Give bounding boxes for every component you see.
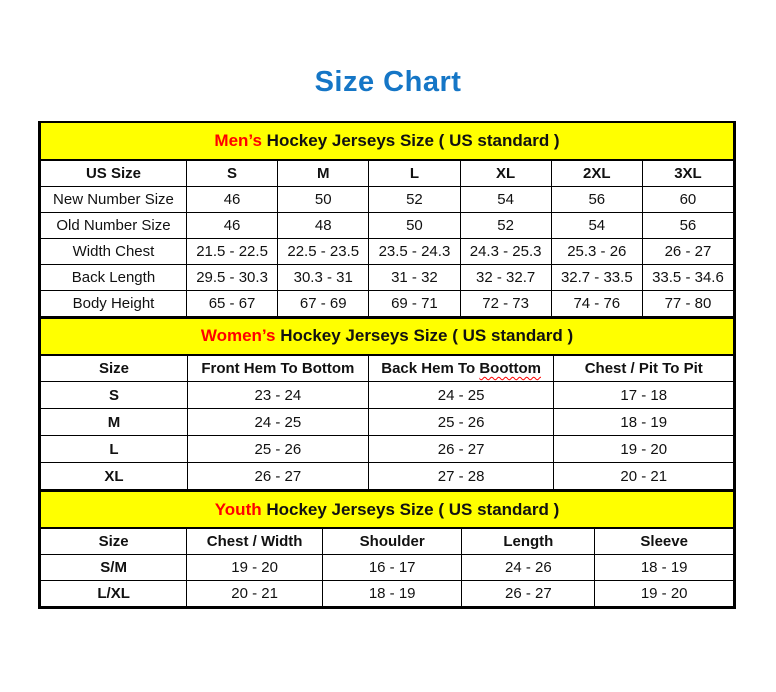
womens-column-header: [368, 355, 554, 382]
womens-cell: 24 - 25: [187, 409, 368, 436]
youth-column-header-row: [41, 528, 734, 554]
mens-cell: 52: [460, 212, 551, 238]
mens-cell: 30.3 - 31: [278, 264, 369, 290]
youth-column-header: Shoulder: [323, 528, 462, 554]
womens-cell: 26 - 27: [368, 436, 554, 463]
womens-cell: 19 - 20: [554, 436, 734, 463]
mens-cell: 54: [551, 212, 642, 238]
mens-column-header: 2XL: [551, 160, 642, 186]
mens-cell: 54: [460, 186, 551, 212]
mens-cell: 50: [369, 212, 460, 238]
mens-column-header: 3XL: [642, 160, 733, 186]
womens-cell: 25 - 26: [187, 436, 368, 463]
womens-cell: 20 - 21: [554, 463, 734, 490]
mens-cell: 74 - 76: [551, 290, 642, 316]
youth-cell: 19 - 20: [187, 554, 323, 580]
womens-back-hem-misspelled-word: Boottom: [479, 359, 541, 377]
womens-column-header: Size: [41, 355, 188, 382]
womens-row-label: S: [41, 382, 188, 409]
mens-cell: 65 - 67: [186, 290, 277, 316]
mens-cell: 77 - 80: [642, 290, 733, 316]
mens-cell: 50: [278, 186, 369, 212]
mens-heading-highlight: Men’s: [214, 131, 262, 150]
mens-cell: 26 - 27: [642, 238, 733, 264]
womens-row-label: M: [41, 409, 188, 436]
mens-cell: 33.5 - 34.6: [642, 264, 733, 290]
table-row: [41, 554, 734, 580]
mens-column-header: XL: [460, 160, 551, 186]
youth-row-label: S/M: [41, 554, 187, 580]
womens-cell: 18 - 19: [554, 409, 734, 436]
mens-cell: 24.3 - 25.3: [460, 238, 551, 264]
womens-cell: 25 - 26: [368, 409, 554, 436]
table-row: [41, 212, 734, 238]
womens-cell: 17 - 18: [554, 382, 734, 409]
table-row: [41, 463, 734, 490]
mens-row-label: Old Number Size: [41, 212, 187, 238]
mens-cell: 67 - 69: [278, 290, 369, 316]
mens-cell: 48: [278, 212, 369, 238]
mens-heading-rest: Hockey Jerseys Size ( US standard ): [261, 131, 560, 150]
youth-column-header: Sleeve: [595, 528, 734, 554]
mens-section-heading: [41, 123, 734, 160]
size-chart-tables: [38, 121, 736, 609]
mens-cell: 60: [642, 186, 733, 212]
mens-row-label: Width Chest: [41, 238, 187, 264]
mens-cell: 46: [186, 212, 277, 238]
youth-row-label: L/XL: [41, 580, 187, 606]
mens-cell: 32.7 - 33.5: [551, 264, 642, 290]
mens-column-header: S: [186, 160, 277, 186]
table-row: [41, 264, 734, 290]
mens-row-label: New Number Size: [41, 186, 187, 212]
youth-cell: 24 - 26: [462, 554, 595, 580]
womens-column-header: Chest / Pit To Pit: [554, 355, 734, 382]
mens-section-header-row: [41, 123, 734, 160]
womens-size-table: [40, 317, 734, 491]
womens-column-header: Front Hem To Bottom: [187, 355, 368, 382]
youth-heading-rest: Hockey Jerseys Size ( US standard ): [261, 499, 560, 519]
mens-cell: 22.5 - 23.5: [278, 238, 369, 264]
youth-cell: 16 - 17: [323, 554, 462, 580]
youth-column-header: Length: [462, 528, 595, 554]
table-row: [41, 580, 734, 606]
mens-cell: 21.5 - 22.5: [186, 238, 277, 264]
mens-column-header: US Size: [41, 160, 187, 186]
womens-cell: 27 - 28: [368, 463, 554, 490]
youth-cell: 20 - 21: [187, 580, 323, 606]
table-row: [41, 436, 734, 463]
mens-cell: 56: [551, 186, 642, 212]
youth-cell: 26 - 27: [462, 580, 595, 606]
womens-back-hem-prefix: Back Hem To: [381, 359, 480, 377]
mens-row-label: Back Length: [41, 264, 187, 290]
womens-cell: 23 - 24: [187, 382, 368, 409]
womens-column-header-row: [41, 355, 734, 382]
youth-cell: 18 - 19: [323, 580, 462, 606]
table-row: [41, 409, 734, 436]
womens-section-header-row: [41, 318, 734, 355]
mens-cell: 25.3 - 26: [551, 238, 642, 264]
mens-cell: 52: [369, 186, 460, 212]
mens-cell: 32 - 32.7: [460, 264, 551, 290]
table-row: [41, 238, 734, 264]
mens-cell: 69 - 71: [369, 290, 460, 316]
mens-cell: 23.5 - 24.3: [369, 238, 460, 264]
mens-cell: 31 - 32: [369, 264, 460, 290]
table-row: [41, 186, 734, 212]
youth-heading-highlight: Youth: [214, 499, 262, 519]
youth-size-table: [40, 490, 734, 607]
table-row: [41, 290, 734, 316]
table-row: [41, 382, 734, 409]
womens-cell: 24 - 25: [368, 382, 554, 409]
womens-row-label: L: [41, 436, 188, 463]
womens-heading-highlight: Women’s: [200, 326, 276, 345]
mens-size-table: [40, 123, 734, 317]
youth-column-header: Size: [41, 528, 187, 554]
womens-section-heading: [41, 318, 734, 355]
youth-section-heading: [41, 491, 734, 528]
mens-cell: 72 - 73: [460, 290, 551, 316]
mens-row-label: Body Height: [41, 290, 187, 316]
mens-column-header: M: [278, 160, 369, 186]
mens-cell: 46: [186, 186, 277, 212]
mens-cell: 56: [642, 212, 733, 238]
mens-column-header-row: [41, 160, 734, 186]
mens-column-header: L: [369, 160, 460, 186]
womens-heading-rest: Hockey Jerseys Size ( US standard ): [275, 326, 574, 345]
mens-cell: 29.5 - 30.3: [186, 264, 277, 290]
youth-cell: 18 - 19: [595, 554, 734, 580]
womens-cell: 26 - 27: [187, 463, 368, 490]
youth-cell: 19 - 20: [595, 580, 734, 606]
youth-section-header-row: [41, 491, 734, 528]
page-title: Size Chart: [314, 66, 462, 98]
womens-row-label: XL: [41, 463, 188, 490]
youth-column-header: Chest / Width: [187, 528, 323, 554]
